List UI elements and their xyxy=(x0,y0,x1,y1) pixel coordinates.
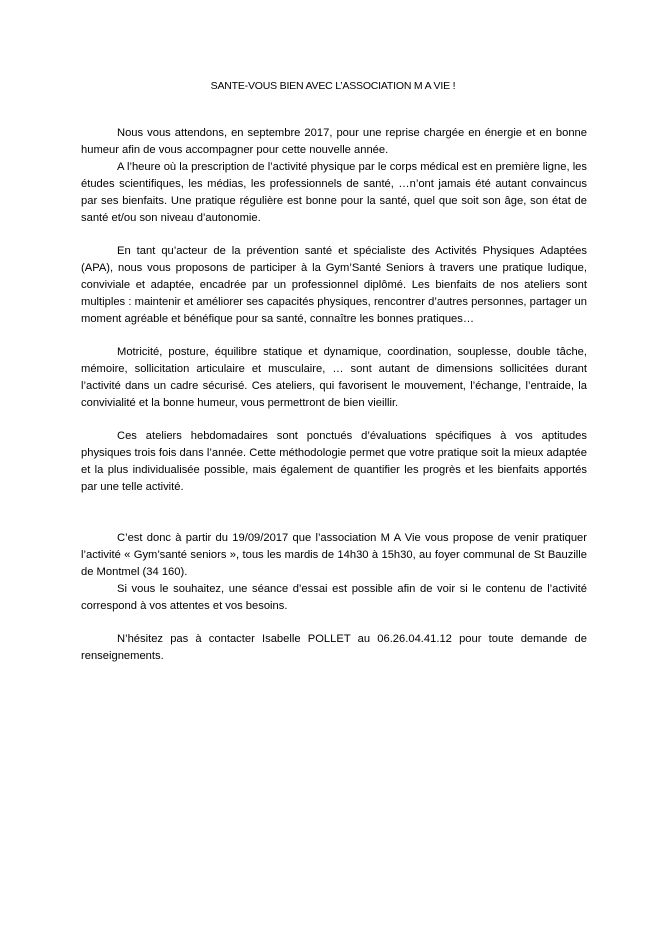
paragraph-spacer xyxy=(81,496,587,530)
document-title: SANTE-VOUS BIEN AVEC L’ASSOCIATION M A VIE ! xyxy=(210,80,456,92)
paragraph-intro: Nous vous attendons, en septembre 2017, pour une reprise chargée en énergie et en bonne humeur afin de vous accompagner pour cette nouvelle année. xyxy=(81,127,587,156)
document-body xyxy=(81,125,587,665)
paragraph-spacer xyxy=(81,412,587,428)
paragraph-spacer xyxy=(81,615,587,631)
paragraph-schedule: C’est donc à partir du 19/09/2017 que l’association M A Vie vous propose de venir pratiquer l’activité « Gym’santé seniors », tous les mardis de 14h30 à 15h30, au foyer communal de St Bauzille de Montmel (34 160). xyxy=(81,532,587,578)
paragraph-contact: N’hésitez pas à contacter Isabelle POLLET au 06.26.04.41.12 pour toute demande de renseignements. xyxy=(81,633,587,662)
paragraph-motricity: Motricité, posture, équilibre statique et dynamique, coordination, souplesse, double tâche, mémoire, sollicitation articulaire et musculaire, … sont autant de dimensions sollicitées durant l’activité dans un cadre sécurisé. Ces ateliers, qui favorisent le mouvement, l’échange, l’entraide, la convivialité et la bonne humeur, vous permettront de bien vieillir. xyxy=(81,346,587,409)
paragraph-benefits: A l’heure où la prescription de l’activité physique par le corps médical est en première ligne, les études scientifiques, les médias, les professionnels de santé, …n’ont jamais été autant convaincus par ses bienfaits. Une pratique régulière est bonne pour la santé, quel que soit son âge, son état de santé et/ou son niveau d’autonomie. xyxy=(81,161,587,224)
paragraph-apa: En tant qu’acteur de la prévention santé et spécialiste des Activités Physiques Adaptées (APA), nous vous proposons de participer à la Gym’Santé Seniors à travers une pratique ludique, conviviale et adaptée, encadrée par un professionnel diplômé. Les bienfaits de nos ateliers sont multiples : maintenir et améliorer ses capacités physiques, rencontrer d’autres personnes, partager un moment agréable et bénéfique pour sa santé, connaître les bonnes pratiques… xyxy=(81,245,587,325)
paragraph-trial-session: Si vous le souhaitez, une séance d’essai est possible afin de voir si le contenu de l’activité correspond à vos attentes et vos besoins. xyxy=(81,583,587,612)
paragraph-spacer xyxy=(81,227,587,243)
paragraph-spacer xyxy=(81,328,587,344)
paragraph-evaluations: Ces ateliers hebdomadaires sont ponctués d’évaluations spécifiques à vos aptitudes physiques trois fois dans l’année. Cette méthodologie permet que votre pratique soit la mieux adaptée et la plus individualisée possible, mais également de quantifier les progrès et les bienfaits apportés par une telle activité. xyxy=(81,430,587,493)
